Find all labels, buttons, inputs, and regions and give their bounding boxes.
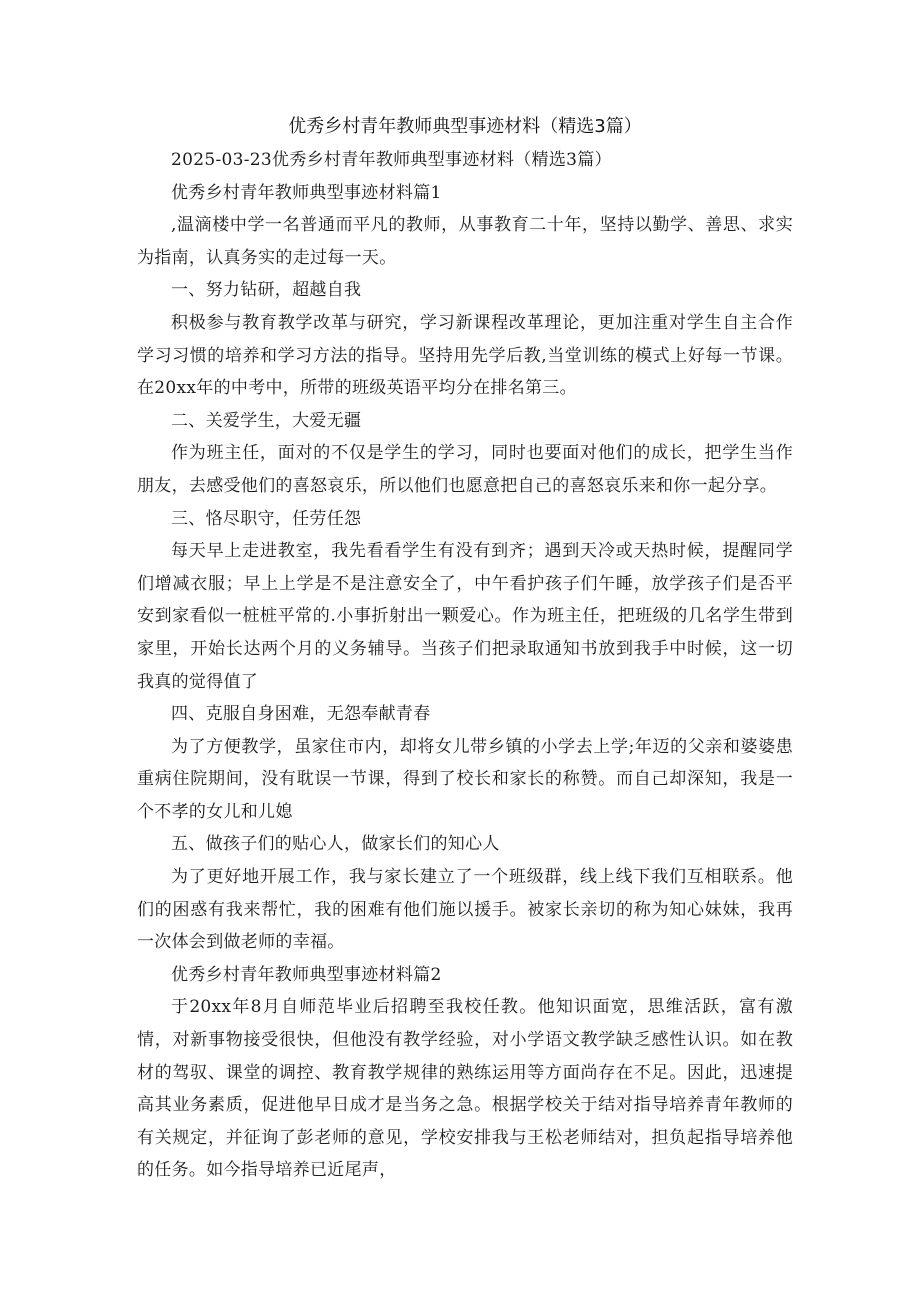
paragraph-list [137, 177, 793, 1187]
section-heading: 一、努力钻研，超越自我 [171, 280, 362, 301]
paragraph: 为了方便教学，虽家住市内，却将女儿带乡镇的小学去上学;年迈的父亲和婆婆患重病住院期间，没有耽误一节课，得到了校长和家长的称赞。而自己却深知，我是一个不孝的女儿和儿媳 [137, 736, 793, 822]
section-heading: 优秀乡村青年教师典型事迹材料篇2 [171, 964, 442, 985]
document-subtitle: 2025-03-23优秀乡村青年教师典型事迹材料（精选3篇） [171, 150, 612, 170]
paragraph: ,温滴楼中学一名普通而平凡的教师，从事教育二十年，坚持以勤学、善思、求实为指南，认真务实的走过每一天。 [137, 215, 793, 268]
document-body [137, 110, 793, 1187]
paragraph: 每天早上走进教室，我先看看学生有没有到齐；遇到天冷或天热时候，提醒同学们增减衣服；早上上学是不是注意安全了，中午看护孩子们午睡，放学孩子们是否平安到家看似一桩桩平常的.小事折射出一颗爱心。作为班主任，把班级的几名学生带到家里，开始长达两个月的义务辅导。当孩子们把录取通知书放到我手中时候，这一切我真的觉得值了 [137, 541, 793, 692]
section-heading: 三、恪尽职守，任劳任怨 [171, 508, 362, 529]
paragraph: 积极参与教育教学改革与研究，学习新课程改革理论，更加注重对学生自主合作学习习惯的培养和学习方法的指导。坚持用先学后教,当堂训练的模式上好每一节课。在20xx年的中考中，所带的班级英语平均分在排名第三。 [137, 312, 793, 399]
section-heading: 优秀乡村青年教师典型事迹材料篇1 [171, 182, 442, 203]
document-title: 优秀乡村青年教师典型事迹材料（精选3篇） [288, 116, 642, 137]
paragraph: 作为班主任，面对的不仅是学生的学习，同时也要面对他们的成长，把学生当作朋友，去感受他们的喜怒哀乐，所以他们也愿意把自己的喜怒哀乐来和你一起分享。 [137, 443, 793, 496]
paragraph: 为了更好地开展工作，我与家长建立了一个班级群，线上线下我们互相联系。他们的困惑有我来帮忙，我的困难有他们施以援手。被家长亲切的称为知心妹妹，我再一次体会到做老师的幸福。 [137, 867, 793, 953]
section-heading: 四、克服自身困难，无怨奉献青春 [171, 704, 431, 725]
section-heading: 五、做孩子们的贴心人，做家长们的知心人 [171, 834, 500, 855]
paragraph: 于20xx年8月自师范毕业后招聘至我校任教。他知识面宽，思维活跃，富有激情，对新事物接受很快，但他没有教学经验，对小学语文教学缺乏感性认识。如在教材的驾驭、课堂的调控、教育教学规律的熟练运用等方面尚存在不足。因此，迅速提高其业务素质，促进他早日成才是当务之急。根据学校关于结对指导培养青年教师的有关规定，并征询了彭老师的意见，学校安排我与王松老师结对，担负起指导培养他的任务。如今指导培养已近尾声， [137, 997, 793, 1181]
section-heading: 二、关爱学生，大爱无疆 [171, 410, 362, 431]
